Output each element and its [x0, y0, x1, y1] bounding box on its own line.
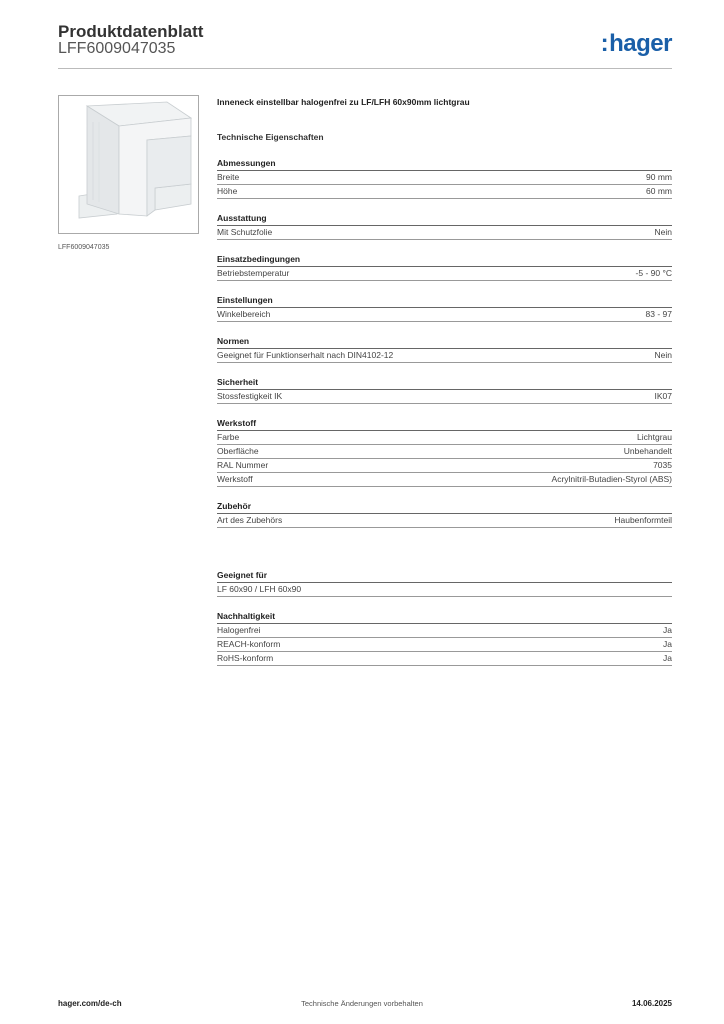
section-heading: Sicherheit	[217, 376, 672, 390]
spec-label: RoHS-konform	[217, 653, 274, 663]
section-heading: Ausstattung	[217, 212, 672, 226]
spec-value: 90 mm	[646, 172, 672, 182]
spec-label: Farbe	[217, 432, 240, 442]
section-heading: Einstellungen	[217, 294, 672, 308]
spec-label: Höhe	[217, 186, 238, 196]
spec-section	[217, 417, 672, 487]
spec-label: RAL Nummer	[217, 460, 269, 470]
footer-note: Technische Änderungen vorbehalten	[301, 999, 423, 1008]
section-heading: Werkstoff	[217, 417, 672, 431]
spec-section	[217, 253, 672, 281]
image-caption: LFF6009047035	[58, 244, 110, 251]
spec-row	[217, 514, 672, 528]
spec-row	[217, 349, 672, 363]
specification-sections	[217, 157, 672, 528]
spec-row	[217, 583, 672, 597]
spec-section	[217, 335, 672, 363]
spec-label: Art des Zubehörs	[217, 515, 283, 525]
spec-row	[217, 624, 672, 638]
spec-value: Nein	[654, 227, 672, 237]
spec-row	[217, 459, 672, 473]
spec-label: Geeignet für Funktionserhalt nach DIN4102-12	[217, 350, 394, 360]
spec-value: 60 mm	[646, 186, 672, 196]
spec-label: Halogenfrei	[217, 625, 261, 635]
spec-value: Lichtgrau	[637, 432, 672, 442]
spec-row	[217, 638, 672, 652]
inner-corner-illustration	[59, 96, 198, 233]
footer-website-link[interactable]: hager.com/de-ch	[58, 999, 122, 1008]
spec-label: Oberfläche	[217, 446, 259, 456]
footer-date: 14.06.2025	[631, 999, 672, 1008]
spec-value: Ja	[663, 625, 672, 635]
spec-value: Ja	[663, 653, 672, 663]
spec-value: Ja	[663, 639, 672, 649]
product-title: Inneneck einstellbar halogenfrei zu LF/LFH 60x90mm lichtgrau	[217, 97, 470, 107]
spec-label: LF 60x90 / LFH 60x90	[217, 584, 302, 594]
section-heading: Zubehör	[217, 500, 672, 514]
spec-row	[217, 226, 672, 240]
header-divider	[58, 68, 672, 69]
spec-label: Breite	[217, 172, 240, 182]
spec-section	[217, 157, 672, 199]
spec-section	[217, 376, 672, 404]
spec-row	[217, 267, 672, 281]
spec-value: IK07	[654, 391, 672, 401]
section-sustainability	[217, 610, 672, 666]
spec-value: Acrylnitril-Butadien-Styrol (ABS)	[551, 474, 672, 484]
spec-label: Winkelbereich	[217, 309, 271, 319]
spec-value: Nein	[654, 350, 672, 360]
spec-row	[217, 390, 672, 404]
section-heading: Nachhaltigkeit	[217, 610, 672, 624]
spec-section	[217, 212, 672, 240]
article-number: LFF6009047035	[58, 40, 176, 57]
spec-row	[217, 171, 672, 185]
spec-value: Unbehandelt	[623, 446, 672, 456]
section-heading: Einsatzbedingungen	[217, 253, 672, 267]
section-heading: Geeignet für	[217, 569, 672, 583]
product-image	[58, 95, 199, 234]
section-spacer	[217, 541, 672, 569]
hager-logo[interactable]	[601, 30, 672, 58]
spec-row	[217, 445, 672, 459]
section-heading: Normen	[217, 335, 672, 349]
spec-row	[217, 431, 672, 445]
spec-label: Betriebstemperatur	[217, 268, 290, 278]
spec-value: Haubenformteil	[614, 515, 672, 525]
spec-value: 7035	[653, 460, 672, 470]
spec-section	[217, 500, 672, 528]
spec-row	[217, 308, 672, 322]
spec-row	[217, 652, 672, 666]
spec-row	[217, 473, 672, 487]
logo-colon-mark: :	[600, 30, 609, 57]
spec-label: Mit Schutzfolie	[217, 227, 273, 237]
spec-section	[217, 294, 672, 322]
spec-label: Werkstoff	[217, 474, 253, 484]
spec-row	[217, 185, 672, 199]
spec-label: Stossfestigkeit IK	[217, 391, 283, 401]
section-suitable-for	[217, 569, 672, 597]
technical-properties-heading: Technische Eigenschaften	[217, 132, 324, 142]
product-details	[217, 95, 672, 679]
logo-text: hager	[609, 30, 672, 57]
page-title: Produktdatenblatt	[58, 22, 204, 41]
spec-label: REACH-konform	[217, 639, 281, 649]
section-heading: Abmessungen	[217, 157, 672, 171]
spec-value: -5 - 90 °C	[635, 268, 672, 278]
spec-value: 83 - 97	[645, 309, 672, 319]
